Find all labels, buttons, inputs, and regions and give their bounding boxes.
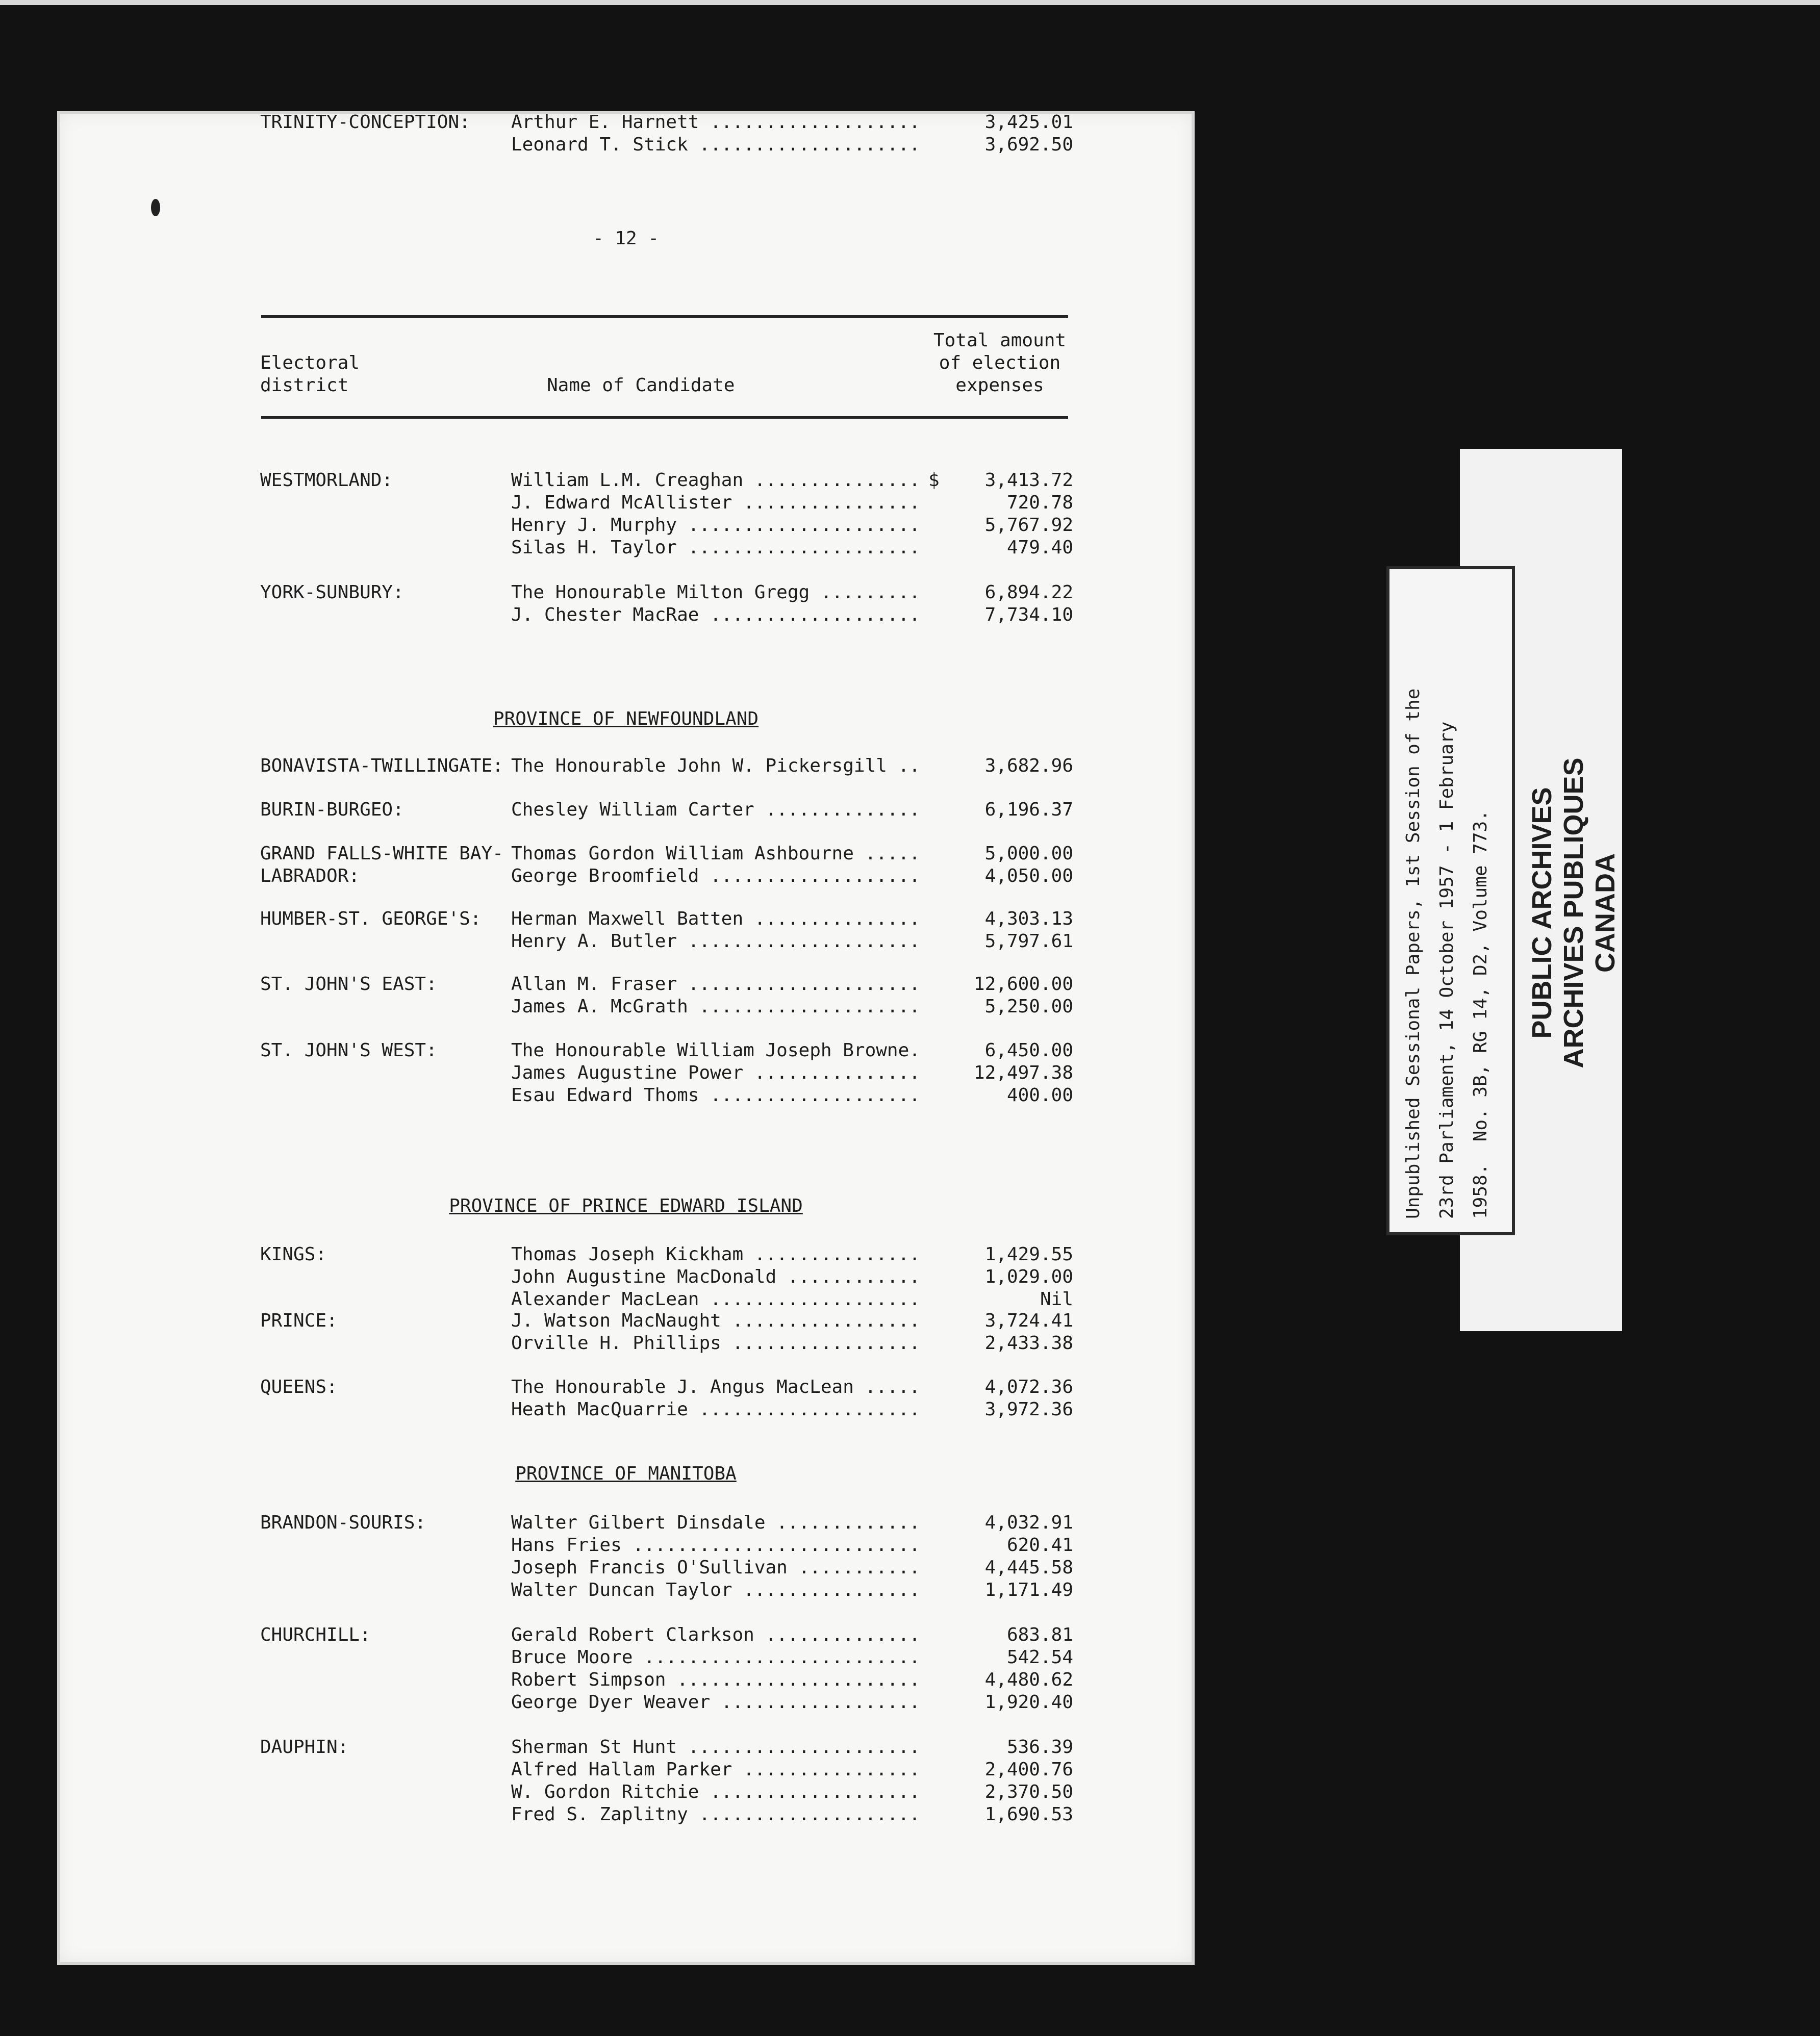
candidate-name: The Honourable J. Angus MacLean ..... — [511, 1377, 920, 1397]
province-heading: PROVINCE OF MANITOBA — [515, 1463, 737, 1484]
district-name: TRINITY-CONCEPTION: — [260, 112, 470, 133]
candidate-name: Fred S. Zaplitny .................... — [511, 1804, 920, 1825]
candidate-name: Robert Simpson ...................... — [511, 1669, 920, 1690]
candidate-name: Allan M. Fraser ..................... — [511, 974, 920, 995]
expense-amount: 5,250.00 — [984, 996, 1073, 1017]
candidate-name: Hans Fries .......................... — [511, 1535, 920, 1556]
district-name: ST. JOHN'S WEST: — [260, 1040, 437, 1061]
expense-amount: 1,429.55 — [984, 1244, 1073, 1265]
candidate-name: J. Watson MacNaught ................. — [511, 1310, 920, 1331]
district-name: HUMBER-ST. GEORGE'S: — [260, 908, 482, 929]
province-heading: PROVINCE OF NEWFOUNDLAND — [493, 708, 759, 729]
district-name: KINGS: — [260, 1244, 327, 1265]
candidate-name: Walter Gilbert Dinsdale ............. — [511, 1512, 920, 1533]
candidate-name: The Honourable William Joseph Browne. — [511, 1040, 920, 1061]
expense-amount: 3,724.41 — [984, 1310, 1073, 1331]
expense-amount: 683.81 — [1006, 1624, 1073, 1645]
candidate-name: J. Edward McAllister ................ — [511, 492, 920, 513]
candidate-name: W. Gordon Ritchie ................... — [511, 1782, 920, 1802]
candidate-name: Arthur E. Harnett ................... — [511, 112, 920, 133]
expense-amount: 2,400.76 — [984, 1759, 1073, 1780]
expense-amount: 1,171.49 — [984, 1580, 1073, 1600]
header-electoral-district: Electoral district — [260, 352, 360, 396]
expense-amount: 400.00 — [1006, 1085, 1073, 1106]
candidate-name: James A. McGrath .................... — [511, 996, 920, 1017]
expense-amount: 479.40 — [1006, 537, 1073, 558]
candidate-name: The Honourable John W. Pickersgill .. — [511, 755, 920, 776]
expense-amount: 3,692.50 — [984, 134, 1073, 155]
candidate-name: Thomas Gordon William Ashbourne ..... — [511, 843, 920, 864]
expense-amount: 3,425.01 — [984, 112, 1073, 133]
candidate-name: Walter Duncan Taylor ................ — [511, 1580, 920, 1600]
expense-amount: 620.41 — [1006, 1535, 1073, 1556]
expense-amount: 2,370.50 — [984, 1782, 1073, 1802]
candidate-name: Heath MacQuarrie .................... — [511, 1399, 920, 1420]
expense-amount: 5,797.61 — [984, 931, 1073, 952]
district-name: YORK-SUNBURY: — [260, 582, 404, 603]
candidate-name: Bruce Moore ......................... — [511, 1647, 920, 1668]
top-edge — [0, 0, 1820, 5]
expense-amount: 3,413.72 — [984, 470, 1073, 491]
expense-amount: 12,600.00 — [973, 974, 1073, 995]
candidate-name: The Honourable Milton Gregg ......... — [511, 582, 920, 603]
candidate-name: Henry J. Murphy ..................... — [511, 515, 920, 536]
candidate-name: J. Chester MacRae ................... — [511, 604, 920, 625]
expense-amount: 536.39 — [1006, 1737, 1073, 1758]
expense-amount: 2,433.38 — [984, 1333, 1073, 1354]
expense-amount: 4,445.58 — [984, 1557, 1073, 1578]
candidate-name: Chesley William Carter .............. — [511, 799, 920, 820]
candidate-name: Alfred Hallam Parker ................ — [511, 1759, 920, 1780]
page-number: - 12 - — [592, 228, 660, 249]
candidate-name: Henry A. Butler ..................... — [511, 931, 920, 952]
expense-amount: 6,450.00 — [984, 1040, 1073, 1061]
document-page — [57, 111, 1195, 1965]
expense-amount: 5,000.00 — [984, 843, 1073, 864]
expense-amount: Nil — [1040, 1289, 1073, 1310]
header-rule-bottom — [261, 416, 1068, 419]
candidate-name: Gerald Robert Clarkson .............. — [511, 1624, 920, 1645]
header-candidate-name: Name of Candidate — [547, 375, 735, 396]
expense-amount: 4,303.13 — [984, 908, 1073, 929]
expense-amount: 4,480.62 — [984, 1669, 1073, 1690]
expense-amount: 542.54 — [1006, 1647, 1073, 1668]
dollar-sign: $ — [928, 470, 940, 491]
expense-amount: 1,920.40 — [984, 1692, 1073, 1713]
candidate-name: Thomas Joseph Kickham ............... — [511, 1244, 920, 1265]
district-name: PRINCE: — [260, 1310, 338, 1331]
district-name: CHURCHILL: — [260, 1624, 371, 1645]
expense-amount: 6,196.37 — [984, 799, 1073, 820]
expense-amount: 4,032.91 — [984, 1512, 1073, 1533]
expense-amount: 12,497.38 — [973, 1062, 1073, 1083]
district-name: BRANDON-SOURIS: — [260, 1512, 426, 1533]
candidate-name: Leonard T. Stick .................... — [511, 134, 920, 155]
expense-amount: 7,734.10 — [984, 604, 1073, 625]
candidate-name: Herman Maxwell Batten ............... — [511, 908, 920, 929]
province-heading: PROVINCE OF PRINCE EDWARD ISLAND — [449, 1195, 803, 1216]
expense-amount: 4,072.36 — [984, 1377, 1073, 1397]
district-name: QUEENS: — [260, 1377, 338, 1397]
expense-amount: 4,050.00 — [984, 866, 1073, 886]
archive-stamp: PUBLIC ARCHIVES ARCHIVES PUBLIQUES CANADA — [1527, 757, 1621, 1068]
expense-amount: 1,029.00 — [984, 1266, 1073, 1287]
district-name: WESTMORLAND: — [260, 470, 393, 491]
expense-amount: 6,894.22 — [984, 582, 1073, 603]
candidate-name: Esau Edward Thoms ................... — [511, 1085, 920, 1106]
candidate-name: John Augustine MacDonald ............ — [511, 1266, 920, 1287]
district-name: BONAVISTA-TWILLINGATE: — [260, 755, 503, 776]
expense-amount: 1,690.53 — [984, 1804, 1073, 1825]
archive-source-note: Unpublished Sessional Papers, 1st Session of the 23rd Parliament, 14 October 1957 - 1 February 1958. No. 3B, RG 14, D2, Volume 773. — [1403, 688, 1491, 1219]
candidate-name: James Augustine Power ............... — [511, 1062, 920, 1083]
candidate-name: George Broomfield ................... — [511, 866, 920, 886]
header-rule-top — [261, 315, 1068, 318]
candidate-name: Orville H. Phillips ................. — [511, 1333, 920, 1354]
district-name: ST. JOHN'S EAST: — [260, 974, 437, 995]
candidate-name: William L.M. Creaghan ............... — [511, 470, 920, 491]
candidate-name: Joseph Francis O'Sullivan ........... — [511, 1557, 920, 1578]
district-name: BURIN-BURGEO: — [260, 799, 404, 820]
header-total-expenses: Total amount of election expenses — [933, 330, 1067, 396]
candidate-name: Sherman St Hunt ..................... — [511, 1737, 920, 1758]
candidate-name: George Dyer Weaver .................. — [511, 1692, 920, 1713]
expense-amount: 5,767.92 — [984, 515, 1073, 536]
expense-amount: 3,682.96 — [984, 755, 1073, 776]
district-name: DAUPHIN: — [260, 1737, 349, 1758]
expense-amount: 720.78 — [1006, 492, 1073, 513]
candidate-name: Silas H. Taylor ..................... — [511, 537, 920, 558]
district-name: GRAND FALLS-WHITE BAY- LABRADOR: — [260, 843, 503, 886]
expense-amount: 3,972.36 — [984, 1399, 1073, 1420]
candidate-name: Alexander MacLean ................... — [511, 1289, 920, 1310]
punch-hole-icon — [151, 199, 160, 216]
